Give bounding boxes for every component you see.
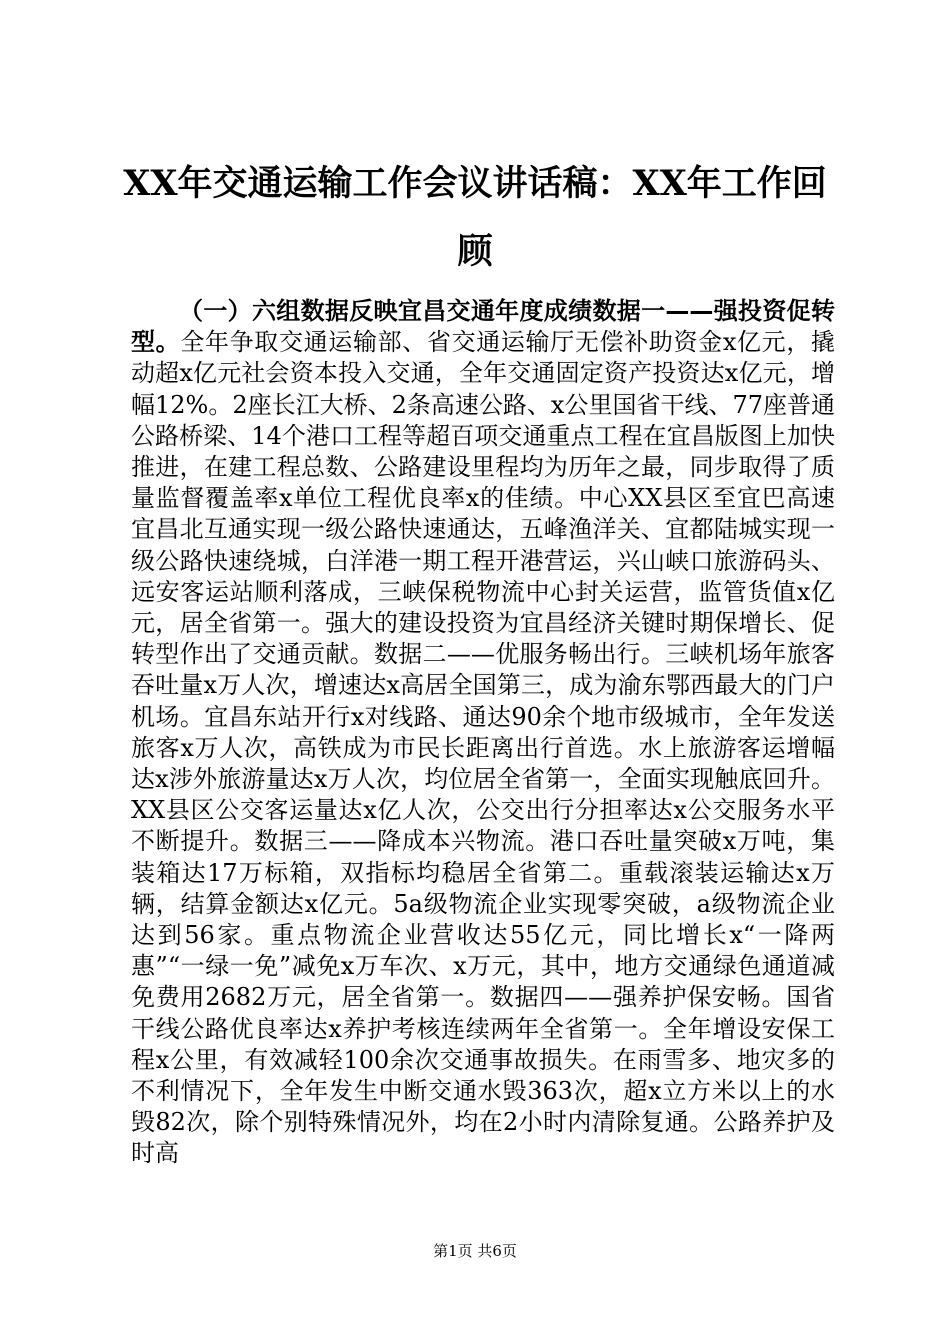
- paragraph-text: 全年争取交通运输部、省交通运输厅无偿补助资金x亿元，撬动超x亿元社会资本投入交通，全年交通固定资产投资达x亿元，增幅12%。2座长江大桥、2条高速公路、x公里国省干线、77座普通公路桥梁、14个港口工程等超百项交通重点工程在宜昌版图上加快推进，在建工程总数、公路建设里程均为历年之最，同步取得了质量监督覆盖率x单位工程优良率x的佳绩。中心XX县区至宜巴高速宜昌北互通实现一级公路快速通达，五峰渔洋关、宜都陆城实现一级公路快速绕城，白洋港一期工程开港营运，兴山峡口旅游码头、远安客运站顺利落成，三峡保税物流中心封关运营，监管货值x亿元，居全省第一。强大的建设投资为宜昌经济关键时期保增长、促转型作出了交通贡献。数据二——优服务畅出行。三峡机场年旅客吞吐量x万人次，增速达x高居全国第三，成为渝东鄂西最大的门户机场。宜昌东站开行x对线路、通达90余个地市级城市，全年发送旅客x万人次，高铁成为市民长距离出行首选。水上旅游客运增幅达x涉外旅游量达x万人次，均位居全省第一，全面实现触底回升。XX县区公交客运量达x亿人次，公交出行分担率达x公交服务水平不断提升。数据三——降成本兴物流。港口吞吐量突破x万吨，集装箱达17万标箱，双指标均稳居全省第二。重载滚装运输达x万辆，结算金额达x亿元。5a级物流企业实现零突破，a级物流企业达到56家。重点物流企业营收达55亿元，同比增长x“一降两惠”“一绿一免”减免x万车次、x万元，其中，地方交通绿色通道减免费用2682万元，居全省第一。数据四——强养护保安畅。国省干线公路优良率达x养护考核连续两年全省第一。全年增设安保工程x公里，有效减轻100余次交通事故损失。在雨雪多、地灾多的不利情况下，全年发生中断交通水毁363次，超x立方米以上的水毁82次，除个别特殊情况外，均在2小时内清除复通。公路养护及时高: [131, 328, 835, 1168]
- document-title: [100, 150, 850, 286]
- title-line-2: 顾: [457, 231, 493, 272]
- title-line-1: XX年交通运输工作会议讲话稿：XX年工作回: [123, 163, 827, 204]
- body-paragraph: [131, 296, 835, 1170]
- section-lead: （一）六组数据反映宜昌交通年度成绩数据一——强投资促转型。: [131, 297, 835, 357]
- page-footer: 第1页 共6页: [433, 1242, 517, 1260]
